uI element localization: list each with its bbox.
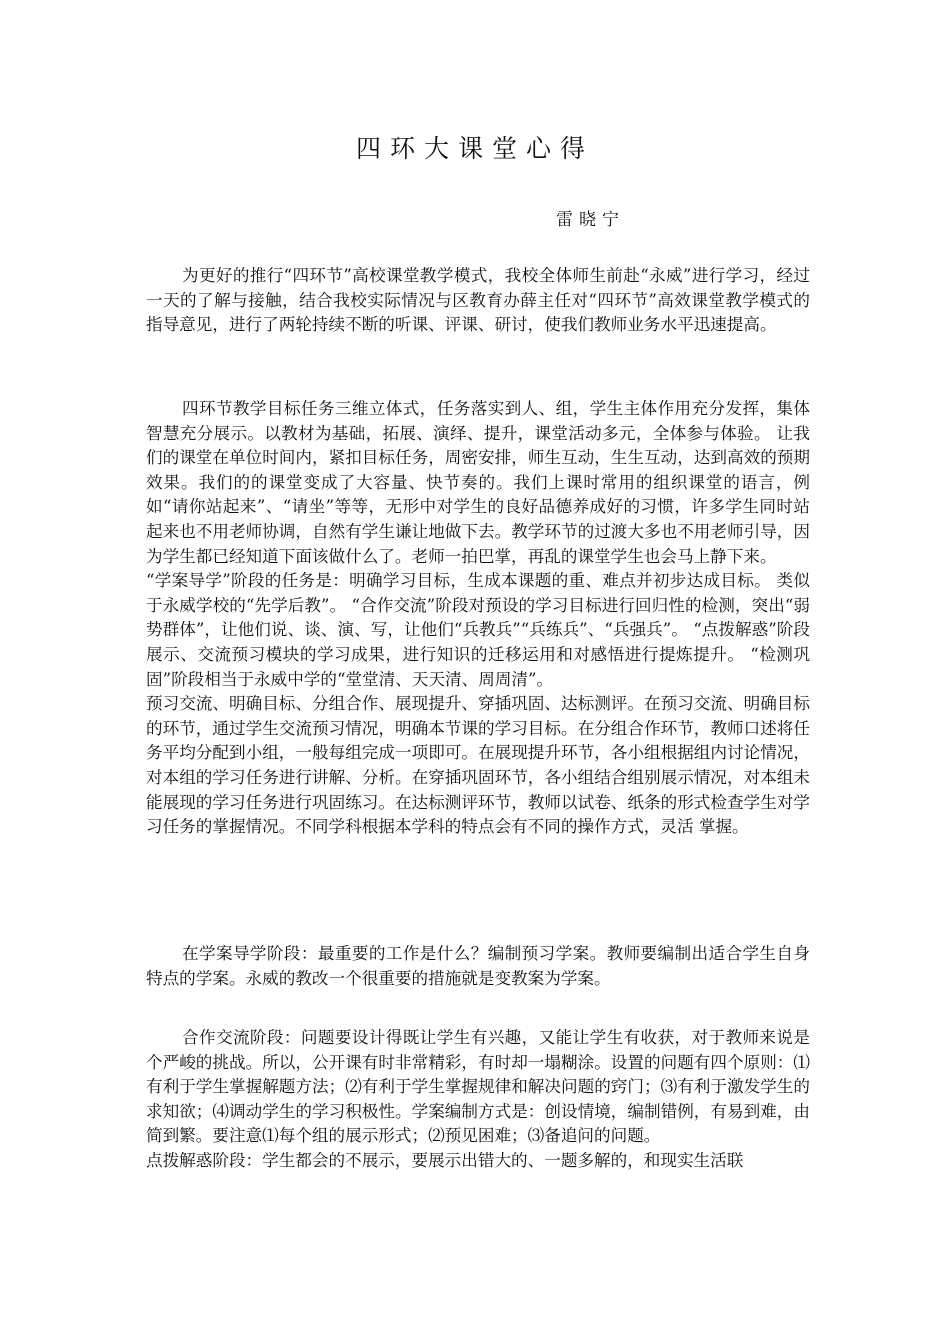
paragraph-guided-study: 在学案导学阶段：最重要的工作是什么？编制预习学案。教师要编制出适合学生自身特点的学案。永威的教改一个很重要的措施就是变教案为学案。 (146, 944, 810, 988)
paragraph-cooperation: 合作交流阶段：问题要设计得既让学生有兴趣，又能让学生有收获，对于教师来说是个严峻的挑战。所以，公开课有时非常精彩，有时却一塌糊涂。设置的问题有四个原则：⑴有利于学生掌握解题方法；⑵有利于学生掌握规律和解决问题的窍门；⑶有利于激发学生的求知欲；⑷调动学生的学习积极性。学案编制方式是：创设情境，编制错例，有易到难，由简到繁。要注意⑴每个组的展示形式；⑵预见困难；⑶备追问的问题。 (146, 1028, 810, 1146)
document-title: 四环大课堂心得 (355, 134, 594, 163)
paragraph-six-steps: 预习交流、明确目标、分组合作、展现提升、穿插巩固、达标测评。在预习交流、明确目标的环节，通过学生交流预习情况，明确本节课的学习目标。在分组合作环节，教师口述将任务平均分配到小组，一般每组完成一项即可。在展现提升环节，各小组根据组内讨论情况，对本组的学习任务进行讲解、分析。在穿插巩固环节，各小组结合组别展示情况，对本组未能展现的学习任务进行巩固练习。在达标测评环节，教师以试卷、纸条的形式检查学生对学习任务的掌握情况。不同学科根据本学科的特点会有不同的操作方式，灵活 掌握。 (146, 694, 810, 837)
paragraph-four-links: 四环节教学目标任务三维立体式，任务落实到人、组，学生主体作用充分发挥，集体智慧充分展示。以教材为基础，拓展、演绎、提升，课堂活动多元，全体参与体验。 让我们的课堂在单位时间内，紧扣目标任务，周密安排，师生互动，生生互动，达到高效的预期效果。我们的的课堂变成了大容量、快节奏的。我们上课时常用的组织课堂的语言，例如“请你站起来”、“请坐”等等，无形中对学生的良好品德养成好的习惯，许多学生同时站起来也不用老师协调，自然有学生谦让地做下去。教学环节的过渡大多也不用老师引导，因为学生都已经知道下面该做什么了。老师一拍巴掌，再乱的课堂学生也会马上静下来。 (146, 399, 810, 566)
paragraph-group-main (146, 397, 810, 840)
paragraph-intro: 为更好的推行“四环节”高校课堂教学模式，我校全体师生前赴“永威”进行学习，经过一天的了解与接触，结合我校实际情况与区教育办薛主任对“四环节”高效课堂教学模式的指导意见，进行了两轮持续不断的听课、评课、研讨，使我们教师业务水平迅速提高。 (146, 266, 810, 335)
paragraph-group-cooperation (146, 1026, 810, 1174)
paragraph-guidance: 点拨解惑阶段：学生都会的不展示，要展示出错大的、一题多解的，和现实生活联 (146, 1150, 744, 1170)
author-name: 雷晓宁 (556, 210, 625, 230)
paragraph-stage-tasks: “学案导学”阶段的任务是：明确学习目标，生成本课题的重、难点并初步达成目标。 类似于永威学校的“先学后教”。 “合作交流”阶段对预设的学习目标进行回归性的检测，突出“弱势群体”，让他们说、谈、演、写，让他们“兵教兵”“兵练兵”、“兵强兵”。 “点拨解惑”阶段展示、交流预习模块的学习成果，进行知识的迁移运用和对感悟进行提炼提升。 “检测巩固”阶段相当于永威中学的“堂堂清、天天清、周周清”。 (146, 571, 810, 689)
